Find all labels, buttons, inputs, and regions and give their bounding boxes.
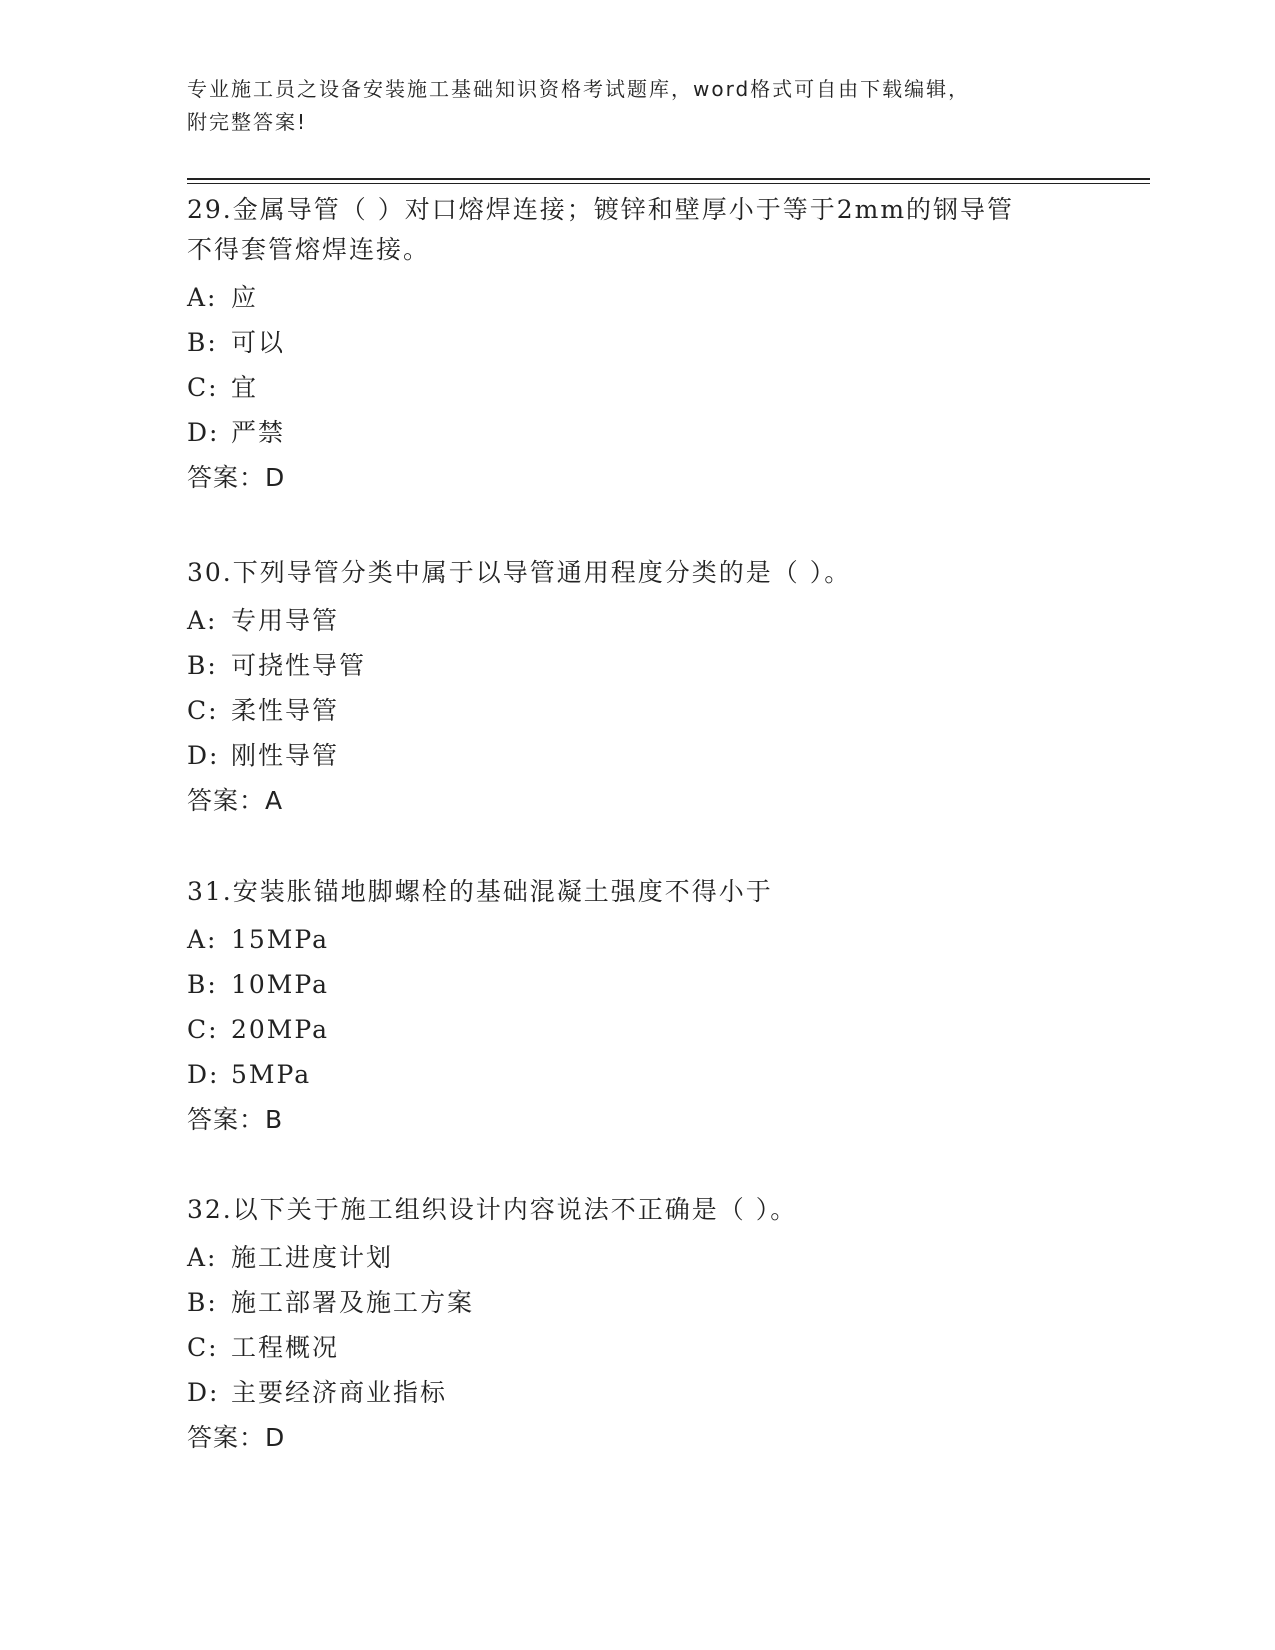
header-divider-thin: [187, 183, 1150, 184]
answer-line: [187, 455, 1067, 501]
option-d: [187, 1370, 1067, 1415]
option-key: B:: [187, 970, 218, 999]
header-line-1: 专业施工员之设备安装施工基础知识资格考试题库，word格式可自由下载编辑，: [187, 77, 971, 101]
question-30: [187, 553, 1067, 824]
question-stem-line: 不得套管熔焊连接。: [187, 235, 431, 264]
answer-value: B: [265, 1105, 284, 1134]
option-c: [187, 365, 1067, 410]
answer-label: 答案：: [187, 786, 266, 815]
answer-line: [187, 1415, 1067, 1461]
option-b: [187, 962, 1067, 1007]
option-d: [187, 1052, 1067, 1097]
option-text: 20MPa: [231, 1015, 330, 1044]
option-key: C:: [187, 1333, 219, 1362]
option-c: [187, 1007, 1067, 1052]
option-text: 工程概况: [231, 1333, 340, 1362]
option-key: C:: [187, 696, 219, 725]
option-key: A:: [187, 283, 218, 312]
option-key: A:: [187, 606, 218, 635]
option-key: A:: [187, 925, 218, 954]
option-b: [187, 320, 1067, 365]
option-key: A:: [187, 1243, 218, 1272]
option-c: [187, 1325, 1067, 1370]
option-text: 刚性导管: [231, 741, 340, 770]
question-31: [187, 872, 1067, 1143]
question-stem: [187, 872, 1067, 912]
option-text: 15MPa: [231, 925, 330, 954]
answer-value: D: [265, 1423, 286, 1452]
option-key: B:: [187, 1288, 218, 1317]
answer-value: D: [265, 463, 286, 492]
option-key: B:: [187, 328, 218, 357]
option-text: 严禁: [231, 418, 286, 447]
option-key: D:: [187, 741, 220, 770]
option-text: 柔性导管: [231, 696, 340, 725]
question-stem: [187, 553, 1067, 593]
option-text: 应: [231, 283, 259, 312]
option-text: 宜: [231, 373, 259, 402]
option-text: 施工进度计划: [231, 1243, 394, 1272]
option-text: 可以: [231, 328, 286, 357]
header-line-2: 附完整答案!: [187, 110, 308, 134]
option-a: [187, 1235, 1067, 1280]
option-key: C:: [187, 1015, 219, 1044]
question-stem: [187, 190, 1067, 270]
document-header: [187, 73, 1087, 139]
option-key: D:: [187, 418, 220, 447]
option-text: 可挠性导管: [231, 651, 367, 680]
option-a: [187, 275, 1067, 320]
option-key: B:: [187, 651, 218, 680]
question-stem-line: 29.金属导管（ ）对口熔焊连接；镀锌和壁厚小于等于2mm的钢导管: [187, 195, 1015, 224]
option-key: C:: [187, 373, 219, 402]
question-stem-line: 31.安装胀锚地脚螺栓的基础混凝土强度不得小于: [187, 877, 773, 906]
option-a: [187, 917, 1067, 962]
option-b: [187, 643, 1067, 688]
option-d: [187, 733, 1067, 778]
option-text: 10MPa: [231, 970, 330, 999]
option-a: [187, 598, 1067, 643]
question-32: [187, 1190, 1067, 1461]
answer-line: [187, 1097, 1067, 1143]
header-divider-thick: [187, 178, 1150, 180]
answer-line: [187, 778, 1067, 824]
option-key: D:: [187, 1060, 220, 1089]
question-stem: [187, 1190, 1067, 1230]
answer-value: A: [265, 786, 284, 815]
question-29: [187, 190, 1067, 501]
option-text: 主要经济商业指标: [231, 1378, 448, 1407]
answer-label: 答案：: [187, 1105, 266, 1134]
answer-label: 答案：: [187, 1423, 266, 1452]
question-stem-line: 30.下列导管分类中属于以导管通用程度分类的是（ ）。: [187, 558, 852, 587]
option-text: 专用导管: [231, 606, 340, 635]
option-d: [187, 410, 1067, 455]
option-b: [187, 1280, 1067, 1325]
option-c: [187, 688, 1067, 733]
option-text: 5MPa: [231, 1060, 312, 1089]
option-text: 施工部署及施工方案: [231, 1288, 475, 1317]
question-stem-line: 32.以下关于施工组织设计内容说法不正确是（ ）。: [187, 1195, 798, 1224]
answer-label: 答案：: [187, 463, 266, 492]
option-key: D:: [187, 1378, 220, 1407]
